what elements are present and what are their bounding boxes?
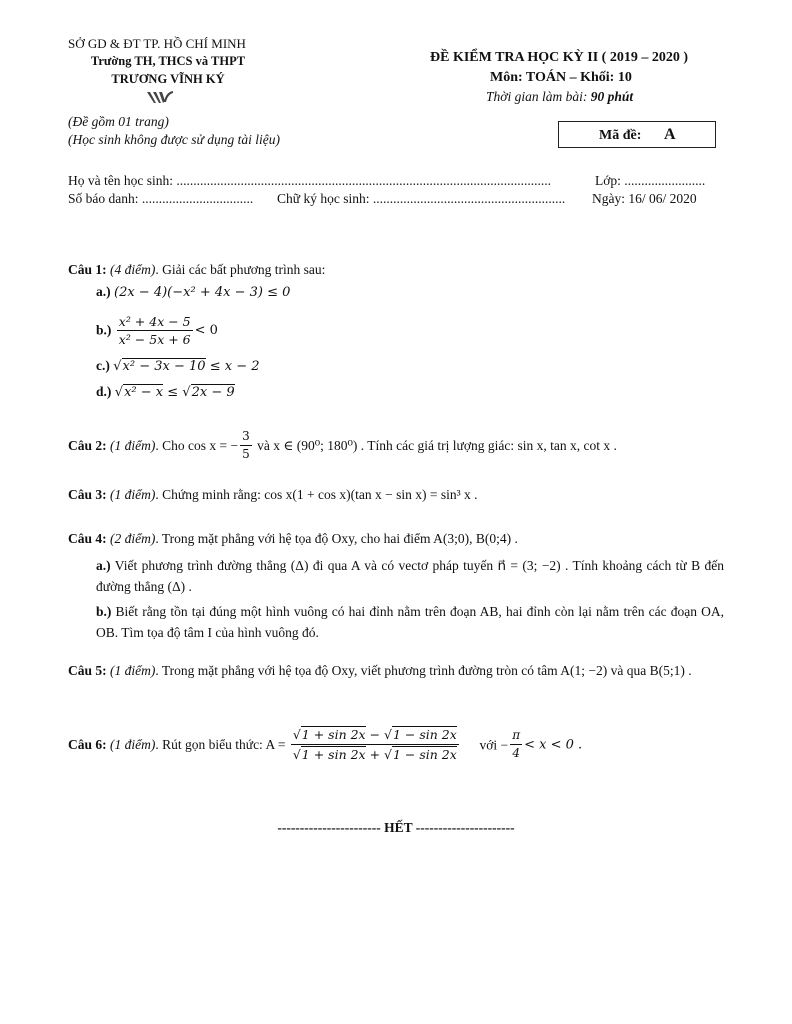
- end-marker: ----------------------- HẾT ----------------------: [277, 820, 515, 835]
- subject-grade: Môn: TOÁN – Khối: 10: [490, 70, 632, 85]
- school-name-line2: TRƯƠNG VĨNH KÝ: [111, 72, 225, 86]
- school-logo: [145, 89, 175, 109]
- question-2-points: (1 điểm): [110, 438, 156, 453]
- question-3: [68, 487, 478, 503]
- time-allowed: Thời gian làm bài: 90 phút: [486, 89, 634, 104]
- school-name-line1: Trường TH, THCS và THPT: [90, 54, 246, 68]
- question-6-label: Câu 6:: [68, 737, 107, 752]
- question-1: [68, 262, 325, 278]
- question-1b: b.) $\frac{\text{x² + 4x − 5}}{\text{x² − 5x + 6}}$ < 0: [96, 314, 218, 347]
- question-4-text: . Trong mặt phẳng với hệ tọa độ Oxy, cho hai điểm A(3;0), B(0;4) .: [155, 531, 518, 546]
- question-5: [68, 660, 724, 681]
- question-5-text: . Trong mặt phẳng với hệ tọa độ Oxy, viết phương trình đường tròn có tâm A(1; −2) và qua B(5;1) .: [155, 663, 692, 678]
- exam-code-label: Mã đề:: [599, 128, 642, 143]
- question-6: Câu 6: (1 điểm). Rút gọn biểu thức: A = $\frac{√1 + \sin 2x - √1 - \sin 2x}{√1 + \sin 2x + √1 - \sin 2x}$ với − $\frac{\pi}{4}$ < x < 0 .: [68, 727, 583, 762]
- department-name: SỞ GD & ĐT TP. HỒ CHÍ MINH: [68, 36, 246, 51]
- question-3-text: . Chứng minh rằng: cos x(1 + cos x)(tan x − sin x) = sin³ x .: [155, 487, 478, 502]
- student-id-field: Số báo danh: .................................: [68, 191, 254, 206]
- question-4a: a.) Viết phương trình đường thẳng (Δ) đi qua A và có vectơ pháp tuyến n⃗ = (3; −2) . Tính khoảng cách từ B đến đường thẳng (Δ) .: [96, 558, 724, 594]
- exam-title: ĐỀ KIỂM TRA HỌC KỲ II ( 2019 – 2020 ): [430, 50, 688, 65]
- question-1d-expression: √x² − x ≤ √2x − 9: [114, 385, 235, 400]
- materials-note: (Học sinh không được sử dụng tài liệu): [68, 132, 281, 147]
- question-5-label: Câu 5:: [68, 663, 107, 678]
- question-6-points: (1 điểm): [110, 737, 156, 752]
- question-1d: d.) √x² − x ≤ √2x − 9: [96, 384, 235, 400]
- student-name-field: Họ và tên học sinh: ...............................................................................................................: [68, 173, 551, 188]
- exam-date: Ngày: 16/ 06/ 2020: [592, 191, 697, 206]
- exam-code-box: [558, 121, 716, 148]
- question-4-points: (2 điểm): [110, 531, 156, 546]
- question-1a-expression: (2x − 4)(−x² + 4x − 3) ≤ 0: [114, 285, 291, 300]
- question-1a: a.) (2x − 4)(−x² + 4x − 3) ≤ 0: [96, 284, 291, 300]
- question-4: [68, 531, 518, 547]
- question-3-points: (1 điểm): [110, 487, 156, 502]
- question-1c-expression: √x² − 3x − 10 ≤ x − 2: [113, 359, 260, 374]
- question-1b-fraction: $\frac{\text{x² + 4x − 5}}{\text{x² − 5x + 6}}$: [118, 314, 191, 347]
- question-4b: b.) Biết rằng tồn tại đúng một hình vuông có hai đỉnh nằm trên đoạn AB, hai đỉnh còn lại nằm trên các đoạn OA, OB. Tìm tọa độ tâm I của hình vuông đó.: [96, 604, 724, 640]
- question-1c: c.) √x² − 3x − 10 ≤ x − 2: [96, 358, 260, 374]
- question-6-fraction: $\frac{√1 + \sin 2x - √1 - \sin 2x}{√1 + \sin 2x + √1 - \sin 2x}$: [292, 727, 457, 762]
- question-1-label: Câu 1:: [68, 262, 107, 277]
- question-3-label: Câu 3:: [68, 487, 107, 502]
- question-2-fraction: $\frac{3}{5}$: [242, 429, 250, 461]
- signature-field: Chữ ký học sinh: .........................................................: [277, 191, 566, 206]
- question-1-text: . Giải các bất phương trình sau:: [155, 262, 326, 277]
- question-5-points: (1 điểm): [110, 663, 156, 678]
- question-2: Câu 2: (1 điểm). Cho cos x = − $\frac{3}{5}$ và x ∈ (90⁰; 180⁰) . Tính các giá trị lượng giác: sin x, tan x, cot x .: [68, 429, 617, 461]
- question-4-label: Câu 4:: [68, 531, 107, 546]
- question-6-condition: với − $\frac{\pi}{4}$ < x < 0 .: [479, 728, 583, 760]
- exam-code-value: A: [664, 126, 676, 143]
- class-field: Lớp: ........................: [595, 173, 706, 188]
- question-1-points: (4 điểm): [110, 262, 156, 277]
- question-2-label: Câu 2:: [68, 438, 107, 453]
- pages-note: (Đề gồm 01 trang): [68, 114, 169, 129]
